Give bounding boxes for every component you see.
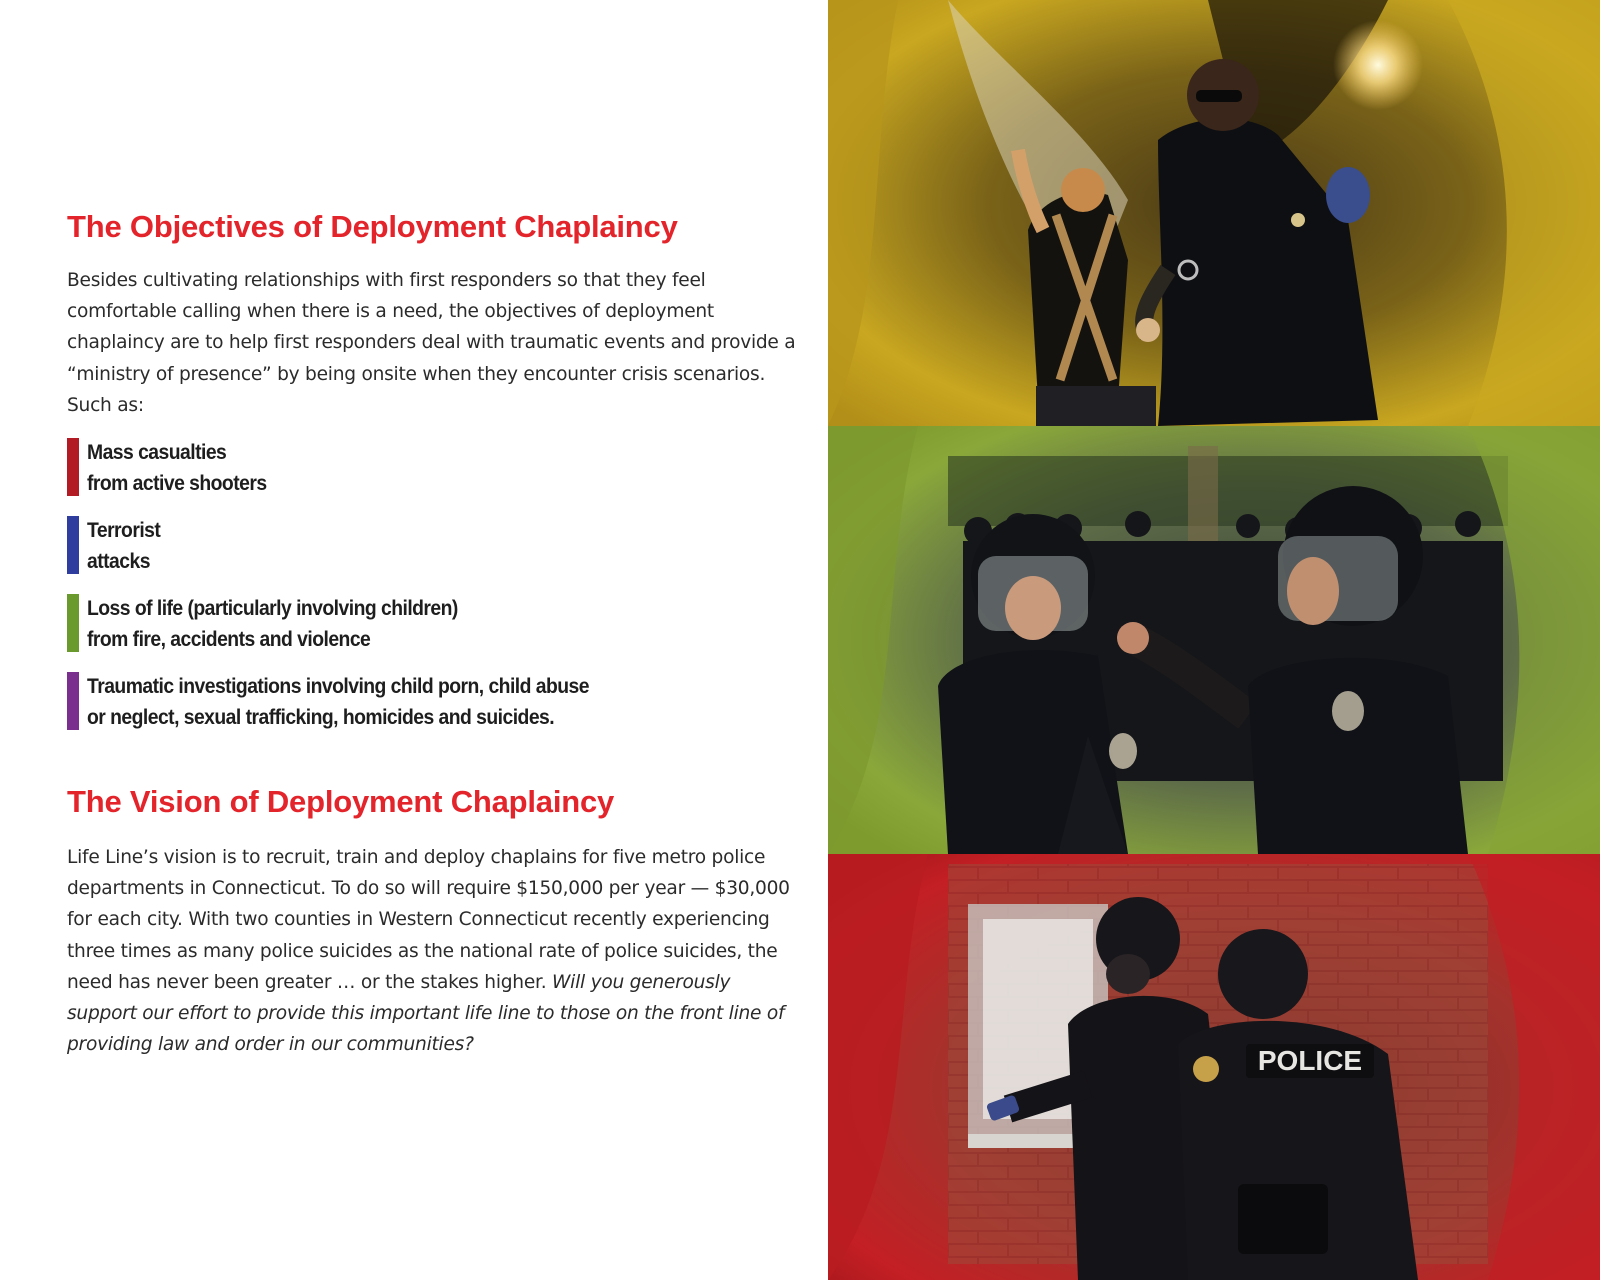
bullet-line: Terrorist — [87, 518, 161, 542]
bullet-line: Traumatic investigations involving child porn, child abuse — [87, 674, 589, 698]
vision-body-text: Life Line’s vision is to recruit, train and deploy chaplains for five metro police departments in Connecticut. To do so will require $150,000 per year — $30,000 for each city. With two counties in Western Connecticut recently experiencing three times as many police suicides as the national rate of police suicides, the need has never been greater … or the stakes higher. — [67, 847, 790, 993]
vision-body — [67, 842, 802, 1060]
photo-riot-police — [828, 426, 1600, 854]
bullet-text — [87, 437, 663, 499]
photo-officer-arrest — [828, 0, 1600, 426]
bullet-text — [87, 671, 663, 733]
objectives-intro: Besides cultivating relationships with first responders so that they feel comfortable calling when there is a need, the objectives of deployment chaplaincy are to help first responders deal with traumatic events and provide a “ministry of presence” by being onsite when they encounter crisis scenarios. Such as: — [67, 270, 796, 416]
bullet-text — [87, 515, 663, 577]
bullet-bar-blue — [67, 516, 79, 574]
bullet-bar-purple — [67, 672, 79, 730]
bullet-line: Mass casualties — [87, 440, 227, 464]
photo-swat-officers — [828, 854, 1600, 1280]
bullet-line: or neglect, sexual trafficking, homicides and suicides. — [87, 705, 555, 729]
bullet-line: Loss of life (particularly involving children) — [87, 596, 458, 620]
bullet-text — [87, 593, 663, 655]
bullet-bar-green — [67, 594, 79, 652]
photo-column — [828, 0, 1600, 1280]
bullet-line: from fire, accidents and violence — [87, 627, 371, 651]
vision-heading: The Vision of Deployment Chaplaincy — [67, 784, 615, 819]
police-vest-label: POLICE — [1257, 1045, 1363, 1076]
vision-appeal: Will you generously support our effort to provide this important life line to those on the front line of providing law and order in our communities? — [67, 971, 785, 1056]
bullet-line: attacks — [87, 549, 150, 573]
bullet-bar-red — [67, 438, 79, 496]
objectives-heading: The Objectives of Deployment Chaplaincy — [67, 209, 678, 244]
bullet-line: from active shooters — [87, 471, 267, 495]
